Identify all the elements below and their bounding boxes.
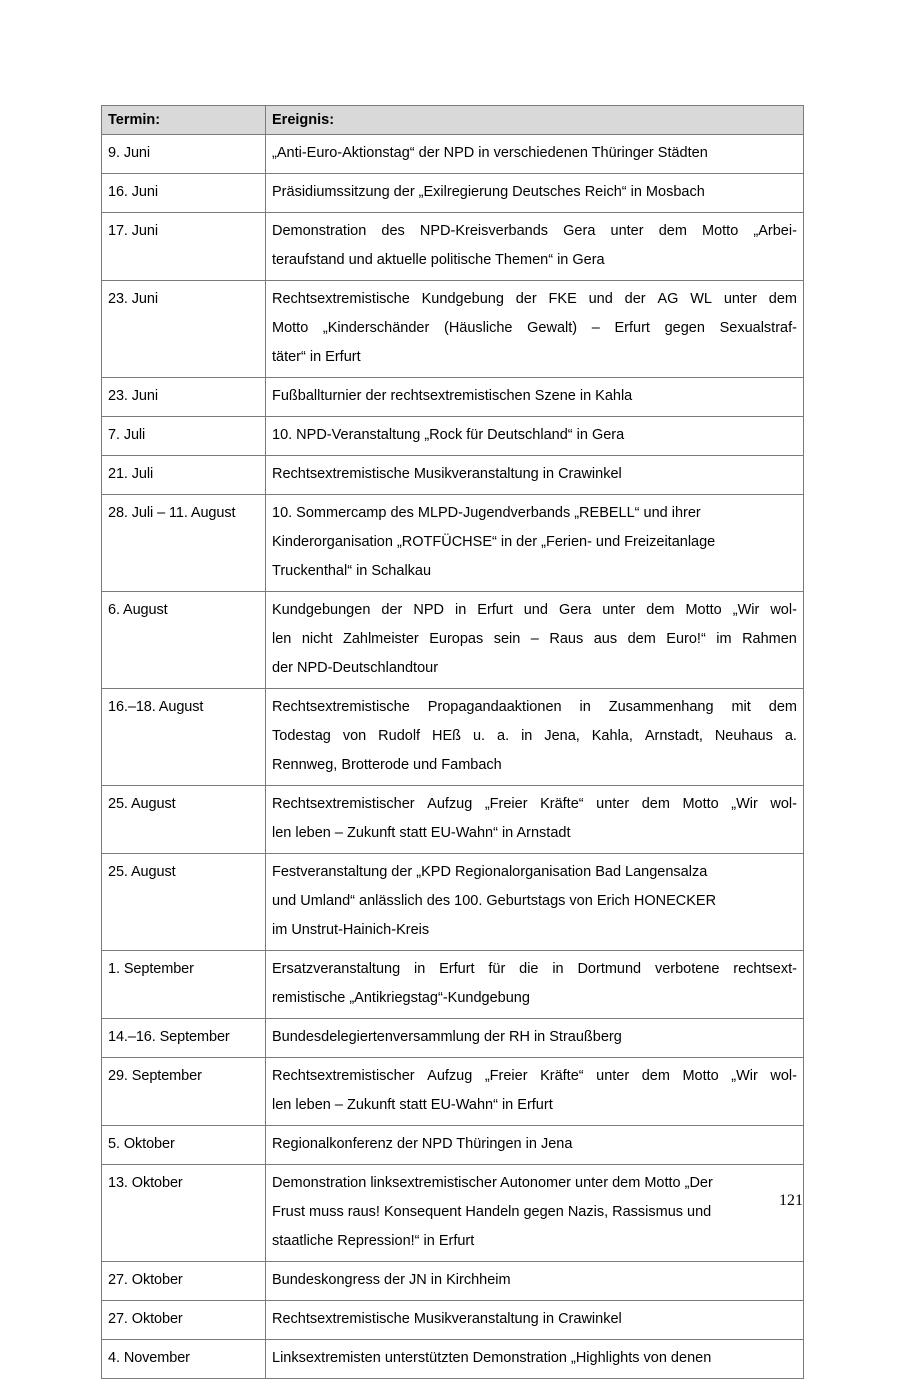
date-text: 27. Oktober	[108, 1272, 183, 1288]
cell-date	[102, 854, 266, 951]
event-text-line: Demonstration linksextremistischer Autonomer unter dem Motto „Der	[272, 1175, 713, 1191]
cell-date	[102, 174, 266, 213]
event-text-line: Ersatzveranstaltung in Erfurt für die in Dortmund verbotene rechtsext-	[272, 961, 797, 977]
date-text: 1. September	[108, 961, 194, 977]
cell-date	[102, 213, 266, 281]
event-text-line: teraufstand und aktuelle politische Themen“ in Gera	[272, 252, 605, 268]
event-text-line: Frust muss raus! Konsequent Handeln gegen Nazis, Rassismus und	[272, 1204, 712, 1220]
event-text-line: Rechtsextremistischer Aufzug „Freier Kräfte“ unter dem Motto „Wir wol-	[272, 796, 797, 812]
date-text: 6. August	[108, 602, 168, 618]
date-text: 25. August	[108, 796, 176, 812]
event-text-line: 10. NPD-Veranstaltung „Rock für Deutschland“ in Gera	[272, 427, 625, 443]
event-text-line: len leben – Zukunft statt EU-Wahn“ in Arnstadt	[272, 825, 571, 841]
cell-event	[266, 592, 804, 689]
page-number: 121	[779, 1192, 803, 1209]
table-header	[102, 106, 804, 135]
table-row	[102, 378, 804, 417]
table-row	[102, 1019, 804, 1058]
event-text-line: remistische „Antikriegstag“-Kundgebung	[272, 990, 530, 1006]
cell-event	[266, 854, 804, 951]
cell-date	[102, 1165, 266, 1262]
event-text-line: len nicht Zahlmeister Europas sein – Raus aus dem Euro!“ im Rahmen	[272, 631, 797, 647]
event-text-line: Präsidiumssitzung der „Exilregierung Deutsches Reich“ in Mosbach	[272, 184, 705, 200]
cell-event	[266, 1126, 804, 1165]
event-text-line: „Anti-Euro-Aktionstag“ der NPD in verschiedenen Thüringer Städten	[272, 145, 708, 161]
date-text: 16.–18. August	[108, 699, 204, 715]
cell-event	[266, 378, 804, 417]
event-text-line: Rechtsextremistischer Aufzug „Freier Kräfte“ unter dem Motto „Wir wol-	[272, 1068, 797, 1084]
cell-event	[266, 495, 804, 592]
event-text-line: Rennweg, Brotterode und Fambach	[272, 757, 502, 773]
event-text-line: Regionalkonferenz der NPD Thüringen in Jena	[272, 1136, 573, 1152]
cell-date	[102, 1019, 266, 1058]
cell-event	[266, 213, 804, 281]
event-text-line: täter“ in Erfurt	[272, 349, 361, 365]
table-row	[102, 456, 804, 495]
date-text: 4. November	[108, 1350, 190, 1366]
events-table	[101, 105, 804, 1379]
date-text: 16. Juni	[108, 184, 158, 200]
table-row	[102, 281, 804, 378]
table-row	[102, 1058, 804, 1126]
event-text-line: 10. Sommercamp des MLPD-Jugendverbands „REBELL“ und ihrer	[272, 505, 701, 521]
table-row	[102, 951, 804, 1019]
event-text-line: Todestag von Rudolf HEß u. a. in Jena, Kahla, Arnstadt, Neuhaus a.	[272, 728, 797, 744]
column-header-termin: Termin:	[102, 106, 266, 135]
cell-event	[266, 786, 804, 854]
cell-event	[266, 1262, 804, 1301]
table-row	[102, 495, 804, 592]
date-text: 28. Juli – 11. August	[108, 505, 236, 521]
cell-date	[102, 1126, 266, 1165]
table-row	[102, 174, 804, 213]
event-text-line: len leben – Zukunft statt EU-Wahn“ in Erfurt	[272, 1097, 553, 1113]
table-row	[102, 854, 804, 951]
event-text-line: im Unstrut-Hainich-Kreis	[272, 922, 430, 938]
cell-event	[266, 281, 804, 378]
event-text-line: Rechtsextremistische Musikveranstaltung in Crawinkel	[272, 1311, 622, 1327]
event-text-line: Bundesdelegiertenversammlung der RH in Straußberg	[272, 1029, 622, 1045]
cell-event	[266, 417, 804, 456]
date-text: 21. Juli	[108, 466, 154, 482]
cell-event	[266, 135, 804, 174]
table-row	[102, 1301, 804, 1340]
event-text-line: Kundgebungen der NPD in Erfurt und Gera unter dem Motto „Wir wol-	[272, 602, 797, 618]
cell-event	[266, 1019, 804, 1058]
event-text-line: Bundeskongress der JN in Kirchheim	[272, 1272, 511, 1288]
date-text: 23. Juni	[108, 388, 158, 404]
table-row	[102, 592, 804, 689]
cell-date	[102, 1058, 266, 1126]
cell-date	[102, 1262, 266, 1301]
cell-date	[102, 592, 266, 689]
event-text-line: Kinderorganisation „ROTFÜCHSE“ in der „Ferien- und Freizeitanlage	[272, 534, 716, 550]
event-text-line: Rechtsextremistische Kundgebung der FKE und der AG WL unter dem	[272, 291, 797, 307]
date-text: 23. Juni	[108, 291, 158, 307]
event-text-line: Motto „Kinderschänder (Häusliche Gewalt) – Erfurt gegen Sexualstraf-	[272, 320, 797, 336]
date-text: 25. August	[108, 864, 176, 880]
table-row	[102, 213, 804, 281]
cell-date	[102, 1301, 266, 1340]
date-text: 29. September	[108, 1068, 202, 1084]
date-text: 27. Oktober	[108, 1311, 183, 1327]
cell-event	[266, 1340, 804, 1379]
cell-event	[266, 1165, 804, 1262]
cell-event	[266, 951, 804, 1019]
event-text-line: der NPD-Deutschlandtour	[272, 660, 439, 676]
cell-date	[102, 378, 266, 417]
table-row	[102, 1126, 804, 1165]
cell-event	[266, 1058, 804, 1126]
event-text-line: staatliche Repression!“ in Erfurt	[272, 1233, 475, 1249]
cell-event	[266, 1301, 804, 1340]
cell-date	[102, 495, 266, 592]
event-text-line: und Umland“ anlässlich des 100. Geburtstags von Erich HONECKER	[272, 893, 717, 909]
cell-date	[102, 951, 266, 1019]
table-row	[102, 689, 804, 786]
date-text: 14.–16. September	[108, 1029, 230, 1045]
cell-event	[266, 689, 804, 786]
event-text-line: Rechtsextremistische Musikveranstaltung in Crawinkel	[272, 466, 622, 482]
event-text-line: Truckenthal“ in Schalkau	[272, 563, 432, 579]
cell-event	[266, 174, 804, 213]
table-row	[102, 1340, 804, 1379]
cell-date	[102, 786, 266, 854]
table-row	[102, 135, 804, 174]
date-text: 7. Juli	[108, 427, 146, 443]
table-row	[102, 1262, 804, 1301]
table-row	[102, 1165, 804, 1262]
date-text: 17. Juni	[108, 223, 158, 239]
event-text-line: Festveranstaltung der „KPD Regionalorganisation Bad Langensalza	[272, 864, 708, 880]
cell-date	[102, 456, 266, 495]
cell-date	[102, 281, 266, 378]
cell-date	[102, 689, 266, 786]
cell-date	[102, 417, 266, 456]
table-row	[102, 786, 804, 854]
event-text-line: Fußballturnier der rechtsextremistischen Szene in Kahla	[272, 388, 633, 404]
cell-event	[266, 456, 804, 495]
event-text-line: Rechtsextremistische Propagandaaktionen in Zusammenhang mit dem	[272, 699, 797, 715]
date-text: 9. Juni	[108, 145, 151, 161]
event-text-line: Linksextremisten unterstützten Demonstration „Highlights von denen	[272, 1350, 712, 1366]
date-text: 5. Oktober	[108, 1136, 175, 1152]
column-header-ereignis: Ereignis:	[266, 106, 804, 135]
cell-date	[102, 1340, 266, 1379]
date-text: 13. Oktober	[108, 1175, 183, 1191]
table-row	[102, 417, 804, 456]
cell-date	[102, 135, 266, 174]
event-text-line: Demonstration des NPD-Kreisverbands Gera unter dem Motto „Arbei-	[272, 223, 797, 239]
table-header-row	[102, 106, 804, 135]
